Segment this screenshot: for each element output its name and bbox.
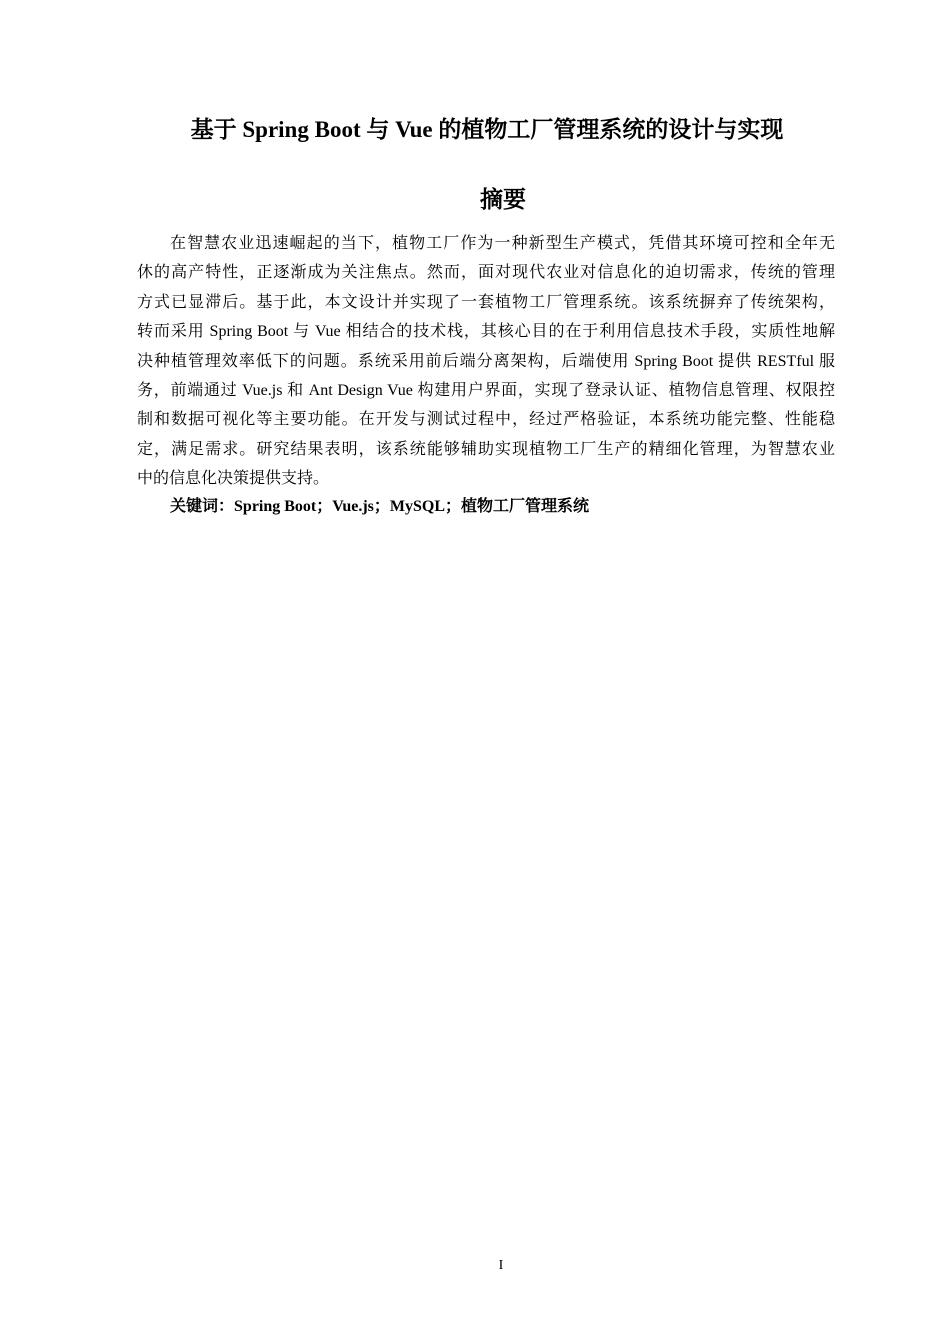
keywords [170, 492, 589, 521]
page-number: I [498, 1258, 504, 1273]
abstract-line: 中的信息化决策提供支持。 [137, 470, 330, 488]
abstract-line: 决种植管理效率低下的问题。系统采用前后端分离架构，后端使用 Spring Boot 提供 RESTful 服 [137, 352, 835, 370]
abstract-line: 定，满足需求。研究结果表明，该系统能够辅助实现植物工厂生产的精细化管理，为智慧农业 [137, 440, 835, 458]
paper-title: 基于 Spring Boot 与 Vue 的植物工厂管理系统的设计与实现 [190, 117, 784, 142]
abstract-line: 务，前端通过 Vue.js 和 Ant Design Vue 构建用户界面，实现了登录认证、植物信息管理、权限控 [137, 382, 835, 400]
abstract-line: 制和数据可视化等主要功能。在开发与测试过程中，经过严格验证，本系统功能完整、性能稳 [137, 411, 835, 429]
abstract-line: 转而采用 Spring Boot 与 Vue 相结合的技术栈，其核心目的在于利用信息技术手段，实质性地解 [137, 323, 835, 341]
abstract-line: 方式已显滞后。基于此，本文设计并实现了一套植物工厂管理系统。该系统摒弃了传统架构， [137, 293, 835, 311]
abstract-body [137, 229, 835, 494]
keywords-text: Spring Boot；Vue.js；MySQL；植物工厂管理系统 [234, 498, 590, 515]
abstract-line: 在智慧农业迅速崛起的当下，植物工厂作为一种新型生产模式，凭借其环境可控和全年无 [170, 235, 835, 252]
keywords-label: 关键词： [170, 498, 235, 515]
abstract-line: 休的高产特性，正逐渐成为关注焦点。然而，面对现代农业对信息化的迫切需求，传统的管理 [137, 264, 835, 282]
abstract-heading: 摘要 [480, 187, 526, 212]
